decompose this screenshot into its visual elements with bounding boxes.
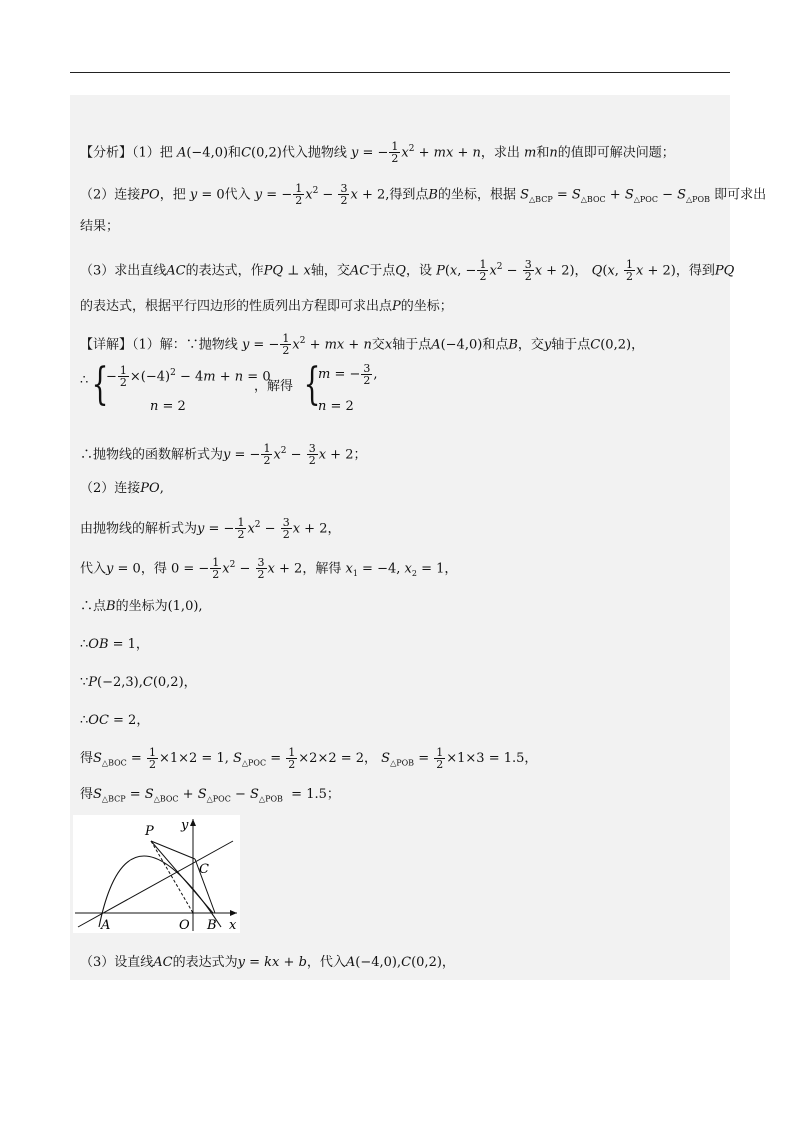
label-A: A bbox=[101, 918, 111, 933]
analysis-line-1: 【分析】（1）把 A(−4,0)和C(0,2)代入抛物线 y = − $\frac{1}{2}$ $x^2$ + mx + n，求出 m和n的值即可解决问题； bbox=[80, 140, 675, 166]
label-B: B bbox=[207, 918, 217, 933]
label-y: y bbox=[181, 818, 189, 833]
solution-line-7: ∴OB = 1， bbox=[80, 637, 149, 652]
solution-line-11: 得$S_{\triangle BCP} = S_{\triangle BOC} + S_{\triangle POC} - S_{\triangle POB} = 1.5$； bbox=[80, 787, 340, 804]
solution-line-10: 得$S_{\triangle BOC}$ = $\frac{1}{2}$ ×1×2 = 1, $S_{\triangle POC}$ = $\frac{1}{2}$ ×2×2 = 2， $S_{\triangle POB}$ = $\frac{1}{2}$ ×1×3 = 1.5， bbox=[80, 746, 538, 771]
solution-line-4: 由抛物线的解析式为y = − $\frac{1}{2}$ $x^2$ − $\frac{3}{2}$ x + 2， bbox=[80, 516, 341, 542]
label-O: O bbox=[179, 918, 190, 933]
solution-panel: 【分析】（1）把 A(−4,0)和C(0,2)代入抛物线 y = − $\frac{1}{2}$ $x^2$ + mx + n，求出 m和n的值即可解决问题； （2）连接PO，把 y = 0代入 y = − $\frac{1}{2}$ $x^2$ − $\frac{3}{2}$ x + 2,得到点B的坐标，根据 $S_{\triangle BCP} = S_{\triangle BOC} + S_{\triangle POC} - S_{\triangle POB}$ 即可求出 结果； （3）求出直线AC的表达式，作PQ ⊥ x轴，交AC于点Q，设 P(x, − $\frac{1}{2}$ $x^2$ − $\frac{3}{2}$ x + 2)， Q(x, $\frac{1}{2}$ x + 2)，得到PQ 的表达式，根据平行四边形的性质列出方程即可求出点P的坐标； 【详解】（1）解：∵抛物线 y = − $\frac{1}{2}$ $x^2$ + mx + n交x轴于点A(−4,0)和点B，交y轴于点C(0,2)， ∴ { − $\frac{1}{2}$ $\times(-4)^2 - 4m + n = 0$ n = 2 ，解得 { m = − $\frac{3}{2}$ , n = 2 ∴抛物线的函数解析式为y = − $\frac{1}{2}$ $x^2$ − $\frac{3}{2}$ x + 2； （2）连接PO, 由抛物线的解析式为y = − $\frac{1}{2}$ $x^2$ − $\frac{3}{2}$ x + 2， 代入y = 0，得 0 = − $\frac{1}{2}$ $x^2$ − $\frac{3}{2}$ x + 2，解得 $x_1 = -4$, $x_2 = 1$， ∴点B的坐标为(1,0), ∴OB = 1， ∵P(−2,3),C(0,2)， ∴OC = 2， 得$S_{\triangle BOC}$ = $\frac{1}{2}$ ×1×2 = 1, $S_{\triangle POC}$ = $\frac{1}{2}$ ×2×2 = 2， $S_{\triangle POB}$ = $\frac{1}{2}$ ×1×3 = 1.5， 得$S_{\triangle BCP} = S_{\triangle BOC} + S_{\triangle POC} - S_{\triangle POB} = 1.5$； P C A O B x y （3）设直线AC的表达式为y = kx + b，代入A(−4,0),C(0,2)， bbox=[70, 95, 730, 980]
solution-line-6: ∴点B的坐标为(1,0), bbox=[80, 599, 203, 614]
label-P: P bbox=[145, 824, 154, 839]
solution-tag: 【详解】 bbox=[80, 337, 133, 353]
analysis-line-3: （3）求出直线AC的表达式，作PQ ⊥ x轴，交AC于点Q，设 P(x, − $\frac{1}{2}$ $x^2$ − $\frac{3}{2}$ x + 2)， Q(x, $\frac{1}{2}$ x + 2)，得到PQ bbox=[80, 258, 735, 284]
analysis-line-3b: 的表达式，根据平行四边形的性质列出方程即可求出点P的坐标； bbox=[80, 299, 453, 314]
label-C: C bbox=[199, 862, 209, 877]
equation-system-1: ∴ bbox=[80, 373, 89, 388]
solution-line-2: ∴抛物线的函数解析式为y = − $\frac{1}{2}$ $x^2$ − $\frac{3}{2}$ x + 2； bbox=[80, 442, 367, 468]
solution-line-3: （2）连接PO, bbox=[80, 481, 164, 496]
parabola-figure bbox=[73, 815, 240, 933]
solution-line-1: 【详解】（1）解：∵抛物线 y = − $\frac{1}{2}$ $x^2$ + mx + n交x轴于点A(−4,0)和点B，交y轴于点C(0,2)， bbox=[80, 332, 645, 358]
label-x: x bbox=[229, 918, 237, 933]
solution-line-8: ∵P(−2,3),C(0,2)， bbox=[80, 675, 197, 690]
solution-line-9: ∴OC = 2， bbox=[80, 713, 150, 728]
header-rule bbox=[70, 72, 730, 73]
analysis-line-2b: 结果； bbox=[80, 219, 120, 234]
analysis-tag: 【分析】 bbox=[80, 145, 133, 161]
analysis-line-2: （2）连接PO，把 y = 0代入 y = − $\frac{1}{2}$ $x^2$ − $\frac{3}{2}$ x + 2,得到点B的坐标，根据 $S_{\triangle BCP} = S_{\triangle BOC} + S_{\triangle POC} - S_{\triangle POB}$ 即可求出 bbox=[80, 182, 767, 208]
equation-solution-1: m = − $\frac{3}{2}$ , bbox=[318, 362, 378, 387]
solution-line-12: （3）设直线AC的表达式为y = kx + b，代入A(−4,0),C(0,2)， bbox=[80, 955, 455, 970]
solution-line-5: 代入y = 0，得 0 = − $\frac{1}{2}$ $x^2$ − $\frac{3}{2}$ x + 2，解得 $x_1 = -4$, $x_2 = 1$， bbox=[80, 556, 458, 582]
